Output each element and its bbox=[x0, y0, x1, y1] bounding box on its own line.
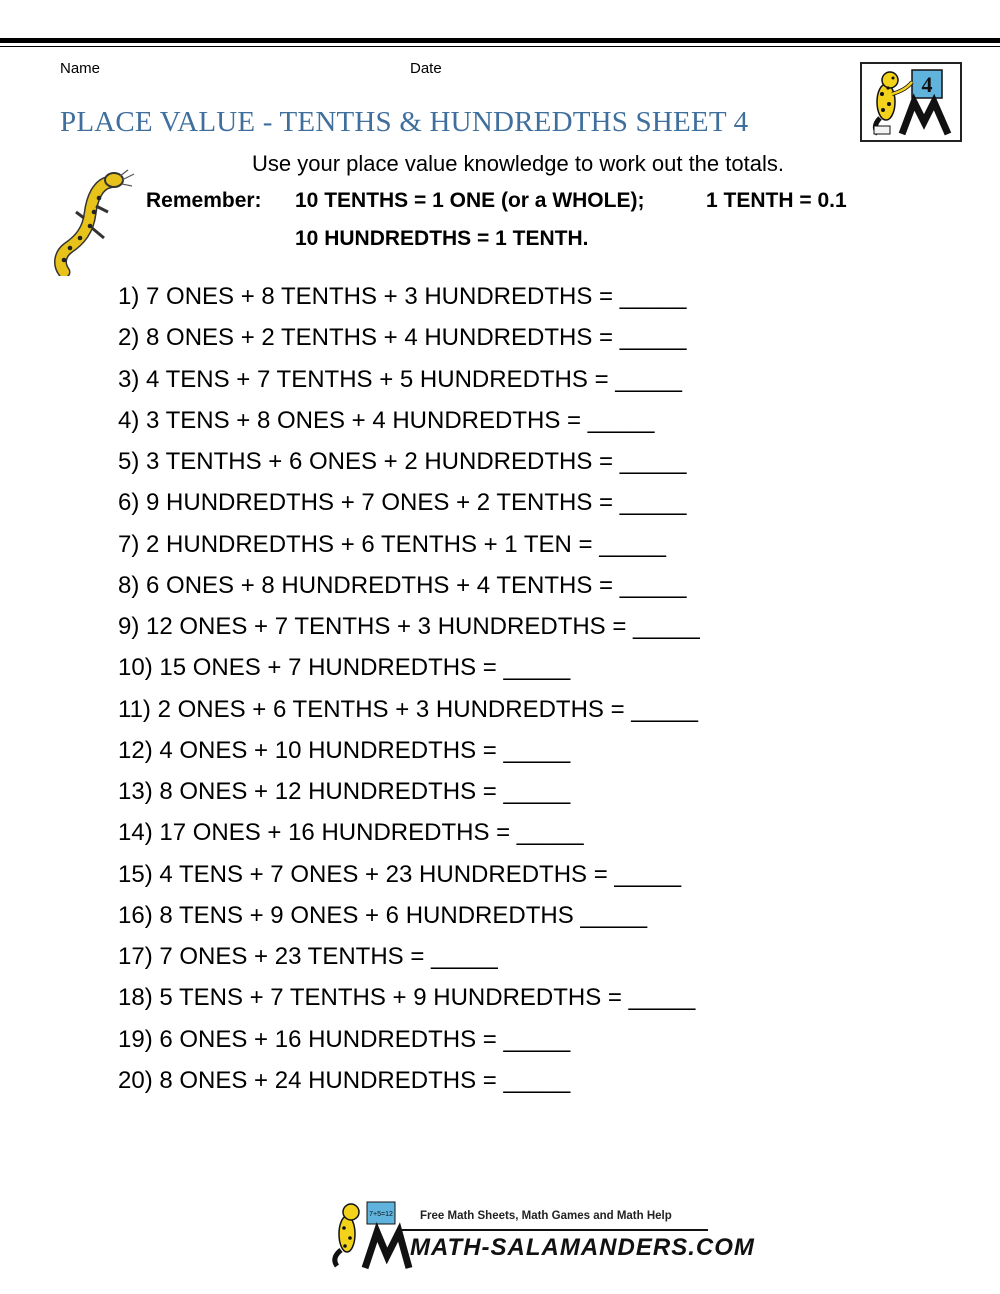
problem-item: 11) 2 ONES + 6 TENTHS + 3 HUNDREDTHS = _____ bbox=[118, 695, 698, 723]
problem-list bbox=[118, 280, 700, 1105]
problem-item: 15) 4 TENS + 7 ONES + 23 HUNDREDTHS = _____ bbox=[118, 860, 682, 888]
lizard-illustration bbox=[50, 168, 140, 276]
problem-item: 18) 5 TENS + 7 TENTHS + 9 HUNDREDTHS = _____ bbox=[118, 984, 696, 1012]
problem-item: 10) 15 ONES + 7 HUNDREDTHS = _____ bbox=[118, 654, 571, 682]
problem-item: 13) 8 ONES + 12 HUNDREDTHS = _____ bbox=[118, 778, 571, 805]
problem-item: 7) 2 HUNDREDTHS + 6 TENTHS + 1 TEN = _____ bbox=[118, 530, 666, 558]
remember-fact-hundredths: 10 HUNDREDTHS = 1 TENTH. bbox=[295, 227, 589, 250]
problem-item: 19) 6 ONES + 16 HUNDREDTHS = _____ bbox=[118, 1025, 571, 1053]
problem-item: 9) 12 ONES + 7 TENTHS + 3 HUNDREDTHS = _____ bbox=[118, 613, 700, 640]
problem-item: 8) 6 ONES + 8 HUNDREDTHS + 4 TENTHS = _____ bbox=[118, 571, 687, 599]
problem-item: 20) 8 ONES + 24 HUNDREDTHS = _____ bbox=[118, 1066, 571, 1094]
problem-item: 16) 8 TENS + 9 ONES + 6 HUNDREDTHS _____ bbox=[118, 901, 648, 929]
footer-logo-text: 7+5=12 bbox=[369, 1211, 393, 1218]
problem-item: 12) 4 ONES + 10 HUNDREDTHS = _____ bbox=[118, 736, 571, 764]
problem-item: 6) 9 HUNDREDTHS + 7 ONES + 2 TENTHS = _____ bbox=[118, 489, 687, 517]
remember-fact-tenths: 10 TENTHS = 1 ONE (or a WHOLE); bbox=[295, 189, 645, 212]
page-title: PLACE VALUE - TENTHS & HUNDREDTHS SHEET 4 bbox=[60, 106, 749, 138]
problem-item: 2) 8 ONES + 2 TENTHS + 4 HUNDREDTHS = _____ bbox=[118, 324, 687, 352]
problem-item: 17) 7 ONES + 23 TENTHS = _____ bbox=[118, 943, 498, 970]
footer-tagline: Free Math Sheets, Math Games and Math Help bbox=[420, 1210, 672, 1222]
problem-item: 5) 3 TENTHS + 6 ONES + 2 HUNDREDTHS = _____ bbox=[118, 448, 687, 475]
date-label: Date bbox=[410, 60, 442, 77]
problem-item: 14) 17 ONES + 16 HUNDREDTHS = _____ bbox=[118, 819, 584, 847]
footer-rule bbox=[398, 1229, 708, 1231]
remember-label: Remember: bbox=[146, 189, 262, 212]
top-rule-thick bbox=[0, 38, 1000, 43]
instructions: Use your place value knowledge to work out the totals. bbox=[252, 151, 784, 176]
problem-item: 1) 7 ONES + 8 TENTHS + 3 HUNDREDTHS = _____ bbox=[118, 283, 687, 310]
footer-site-link[interactable]: MATH-SALAMANDERS.COM bbox=[410, 1234, 755, 1261]
salamander-logo bbox=[860, 62, 962, 142]
name-label: Name bbox=[60, 60, 101, 77]
problem-item: 3) 4 TENS + 7 TENTHS + 5 HUNDREDTHS = _____ bbox=[118, 365, 682, 393]
salamander-logo-icon bbox=[862, 64, 960, 140]
remember-fact-tenth-decimal: 1 TENTH = 0.1 bbox=[706, 189, 847, 212]
problem-item: 4) 3 TENS + 8 ONES + 4 HUNDREDTHS = _____ bbox=[118, 406, 655, 434]
top-rule-thin bbox=[0, 46, 1000, 47]
logo-number: 4 bbox=[921, 72, 933, 97]
